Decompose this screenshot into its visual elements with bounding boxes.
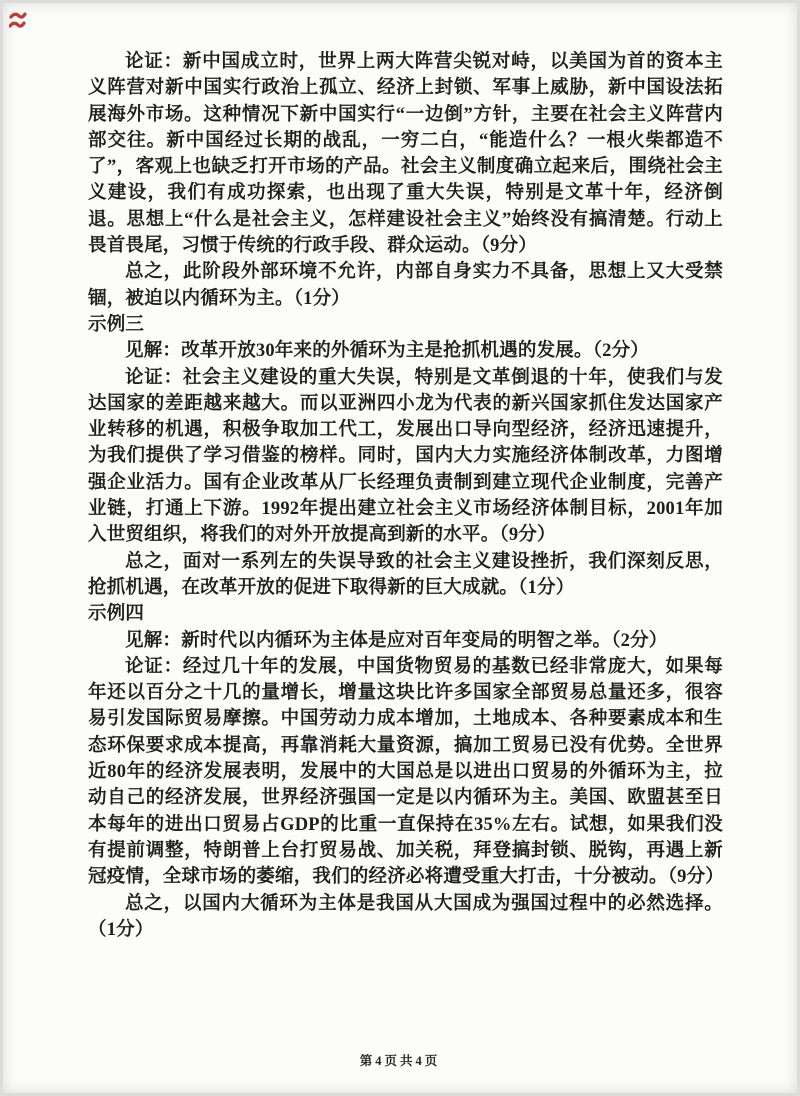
paragraph: 见解：新时代以内循环为主体是应对百年变局的明智之举。（2分） <box>125 630 668 651</box>
paragraph: 总之，以国内大循环为主体是我国从大国成为强国过程中的必然选择。（1分） <box>88 893 723 940</box>
paragraph: 总之，面对一系列左的失误导致的社会主义建设挫折，我们深刻反思，抢抓机遇，在改革开放的促进下取得新的巨大成就。（1分） <box>88 551 723 598</box>
page-surface <box>3 3 797 1093</box>
paragraph: 总之，此阶段外部环境不允许，内部自身实力不具备，思想上又大受禁锢，被迫以内循环为主。（1分） <box>88 262 723 309</box>
paragraph: 论证：经过几十年的发展，中国货物贸易的基数已经非常庞大，如果每年还以百分之十几的量增长，增量这块比许多国家全部贸易总量还多，很容易引发国际贸易摩擦。中国劳动力成本增加，土地成本、各种要素成本和生态环保要求成本提高，再靠消耗大量资源，搞加工贸易已没有优势。全世界近80年的经济发展表明，发展中的大国总是以进出口贸易的外循环为主，拉动自己的经济发展，世界经济强国一定是以内循环为主。美国、欧盟甚至日本每年的进出口贸易占GDP的比重一直保持在35%左右。试想，如果我们没有提前调整，特朗普上台打贸易战、加关税，拜登搞封锁、脱钩，再遇上新冠疫情，全球市场的萎缩，我们的经济必将遭受重大打击，十分被动。（9分） <box>88 656 725 888</box>
section-heading: 示例三 <box>88 314 145 335</box>
page-number: 第4页共4页 <box>359 1054 441 1068</box>
section-heading: 示例四 <box>88 604 145 625</box>
document-body <box>88 49 723 943</box>
paragraph: 论证：新中国成立时，世界上两大阵营尖锐对峙，以美国为首的资本主义阵营对新中国实行政治上孤立、经济上封锁、军事上威胁，新中国设法拓展海外市场。这种情况下新中国实行“一边倒”方针，主要在社会主义阵营内部交往。新中国经过长期的战乱，一穷二白，“能造什么？一根火柴都造不了”，客观上也缺乏打开市场的产品。社会主义制度确立起来后，围绕社会主义建设，我们有成功探索，也出现了重大失误，特别是文革十年，经济倒退。思想上“什么是社会主义，怎样建设社会主义”始终没有搞清楚。行动上畏首畏尾，习惯于传统的行政手段、群众运动。（9分） <box>88 52 723 257</box>
red-stamp-icon <box>9 9 39 33</box>
paragraph: 论证：社会主义建设的重大失误，特别是文革倒退的十年，使我们与发达国家的差距越来越大。而以亚洲四小龙为代表的新兴国家抓住发达国家产业转移的机遇，积极争取加工代工，发展出口导向型经济，经济迅速提升，为我们提供了学习借鉴的榜样。同时，国内大力实施经济体制改革，力图增强企业活力。国有企业改革从厂长经理负责制到建立现代企业制度，完善产业链，打通上下游。1992年提出建立社会主义市场经济体制目标，2001年加入世贸组织，将我们的对外开放提高到新的水平。（9分） <box>88 367 723 546</box>
paragraph: 见解：改革开放30年来的外循环为主是抢抓机遇的发展。（2分） <box>125 341 650 362</box>
